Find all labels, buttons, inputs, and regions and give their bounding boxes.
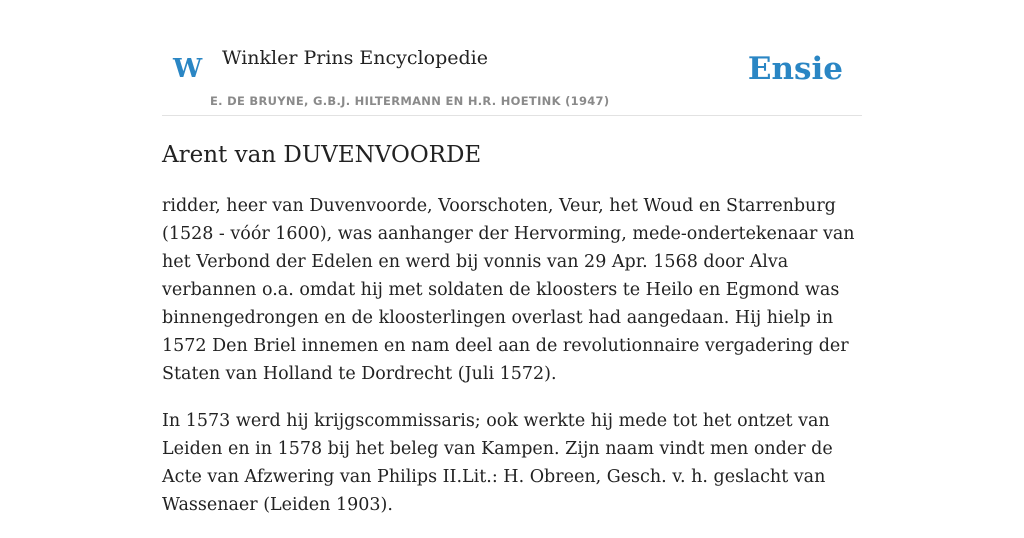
brand-logo[interactable]: Ensie xyxy=(747,51,843,87)
article-body xyxy=(162,192,862,538)
article-page xyxy=(162,0,862,515)
article-title: Arent van DUVENVOORDE xyxy=(162,142,482,168)
article-paragraph: ridder, heer van Duvenvoorde, Voorschoten, Veur, het Woud en Starrenburg (1528 - vóór 1600), was aanhanger der Hervorming, mede-ondertekenaar van het Verbond der Edelen en werd bij vonnis van 29 Apr. 1568 door Alva verbannen o.a. omdat hij met soldaten de kloosters te Heilo en Egmond was binnengedrongen en de kloosterlingen overlast had aangedaan. Hij hielp in 1572 Den Briel innemen en nam deel aan de revolutionnaire vergadering der Staten van Holland te Dordrecht (Juli 1572). xyxy=(162,196,855,384)
source-logo[interactable]: W xyxy=(173,54,203,84)
article-paragraph: In 1573 werd hij krijgscommissaris; ook werkte hij mede tot het ontzet van Leiden en in 1578 bij het beleg van Kampen. Zijn naam vindt men onder de Acte van Afzwering van Philips II.Lit.: H. Obreen, Gesch. v. h. geslacht van Wassenaer (Leiden 1903). xyxy=(162,411,833,515)
source-title[interactable]: Winkler Prins Encyclopedie xyxy=(222,47,488,69)
source-header xyxy=(162,0,862,116)
source-authors: E. DE BRUYNE, G.B.J. HILTERMANN EN H.R. HOETINK (1947) xyxy=(210,94,610,108)
